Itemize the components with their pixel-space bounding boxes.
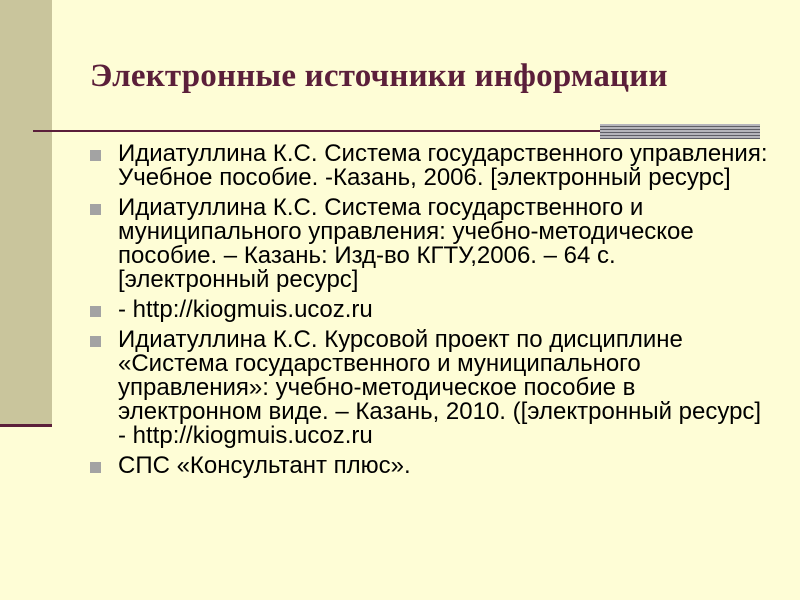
bullet-text: - http://kiogmuis.ucoz.ru bbox=[118, 296, 373, 323]
list-item bbox=[88, 328, 768, 448]
square-bullet-icon bbox=[90, 306, 101, 317]
list-item bbox=[88, 142, 768, 190]
title-accent-bar bbox=[600, 124, 760, 139]
list-item bbox=[88, 196, 768, 292]
square-bullet-icon bbox=[90, 336, 101, 347]
list-item bbox=[88, 298, 768, 322]
title-underline bbox=[33, 130, 600, 132]
list-item bbox=[88, 454, 768, 478]
bullet-text: СПС «Консультант плюс». bbox=[118, 452, 411, 479]
bullet-text: Идиатуллина К.С. Система государственного и муниципального управления: учебно-методическое пособие. – Казань: Изд-во КГТУ,2006. – 64 с. [электронный ресурс] bbox=[118, 194, 694, 293]
square-bullet-icon bbox=[90, 150, 101, 161]
bullet-list bbox=[88, 142, 768, 484]
square-bullet-icon bbox=[90, 462, 101, 473]
square-bullet-icon bbox=[90, 204, 101, 215]
side-decor-line bbox=[0, 424, 52, 427]
slide-title: Электронные источники информации bbox=[90, 58, 668, 94]
bullet-text: Идиатуллина К.С. Система государственного управления: Учебное пособие. -Казань, 2006. [электронный ресурс] bbox=[118, 140, 768, 191]
bullet-text: Идиатуллина К.С. Курсовой проект по дисциплине «Система государственного и муниципального управления»: учебно-методическое пособие в электронном виде. – Казань, 2010. ([электронный ресурс] - http://kiogmuis.ucoz.ru bbox=[118, 326, 762, 449]
side-decor-bar bbox=[0, 0, 52, 426]
